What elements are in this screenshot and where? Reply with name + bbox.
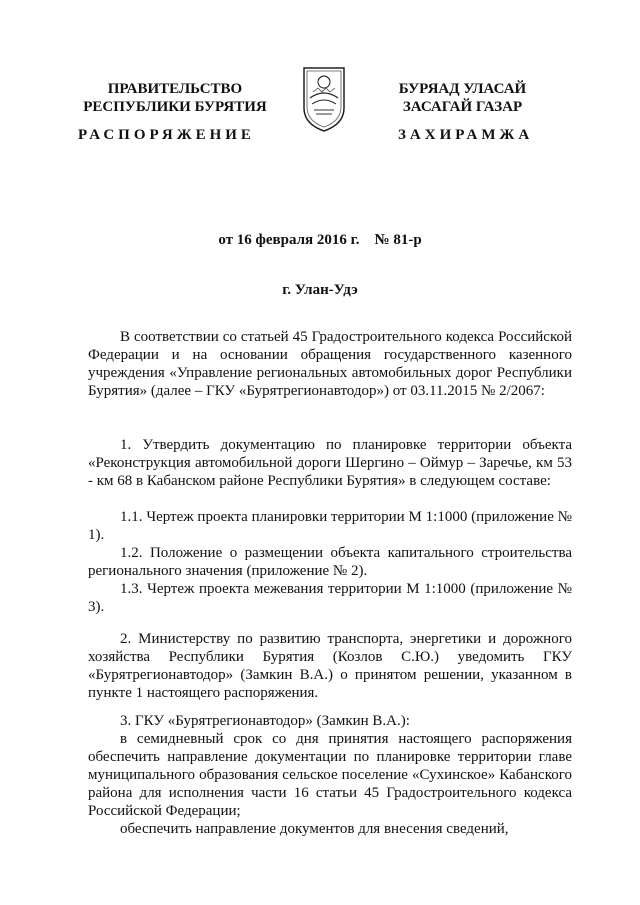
government-name-buryat-line2: ЗАСАГАЙ ГАЗАР	[402, 99, 523, 115]
paragraph-1: 1. Утвердить документацию по планировке территории объекта «Реконструкция автомобильной дороги Шергино – Оймур – Заречье, км 53 - км 68 в Кабанском районе Республики Бурятия» в следующем составе:	[88, 437, 572, 489]
government-name-buryat-line1: БУРЯАД УЛАСАЙ	[398, 81, 527, 97]
paragraph-1-3: 1.3. Чертеж проекта межевания территории М 1:1000 (приложение № 3).	[88, 581, 572, 615]
government-name-line1: ПРАВИТЕЛЬСТВО	[107, 81, 243, 97]
government-name-russian	[80, 80, 270, 116]
government-name-line2: РЕСПУБЛИКИ БУРЯТИЯ	[83, 99, 267, 115]
document-city: г. Улан-Удэ	[282, 282, 358, 298]
paragraph-3: 3. ГКУ «Бурятрегионавтодор» (Замкин В.А.):	[120, 713, 410, 729]
paragraph-intro: В соответствии со статьей 45 Градостроительного кодекса Российской Федерации и на основании обращения государственного казенного учреждения «Управление региональных автомобильных дорог Республики Бурятия» (далее – ГКУ «Бурятрегионавтодор») от 03.11.2015 № 2/2067:	[88, 329, 572, 399]
paragraph-3-item-a: в семидневный срок со дня принятия настоящего распоряжения обеспечить направление документации по планировке территории главе муниципального образования сельское поселение «Сухинское» Кабанского района для исполнения части 16 статьи 45 Градостроительного кодекса Российской Федерации;	[88, 731, 572, 819]
paragraph-1-1: 1.1. Чертеж проекта планировки территории М 1:1000 (приложение № 1).	[88, 509, 572, 543]
paragraph-2: 2. Министерству по развитию транспорта, энергетики и дорожного хозяйства Республики Бурятия (Козлов С.Ю.) уведомить ГКУ «Бурятрегионавтодор» (Замкин В.А.) о принятом решении, указанном в пункте 1 настоящего распоряжения.	[88, 631, 572, 701]
coat-of-arms-emblem	[298, 64, 350, 134]
paragraph-1-2: 1.2. Положение о размещении объекта капитального строительства регионального значения (приложение № 2).	[88, 545, 572, 579]
document-type-russian: РАСПОРЯЖЕНИЕ	[78, 127, 255, 143]
document-date-number: от 16 февраля 2016 г. № 81-р	[218, 232, 422, 248]
government-name-buryat	[375, 80, 550, 116]
paragraph-3-item-b: обеспечить направление документов для внесения сведений,	[120, 821, 509, 837]
document-type-buryat: ЗАХИРАМЖА	[398, 127, 534, 143]
